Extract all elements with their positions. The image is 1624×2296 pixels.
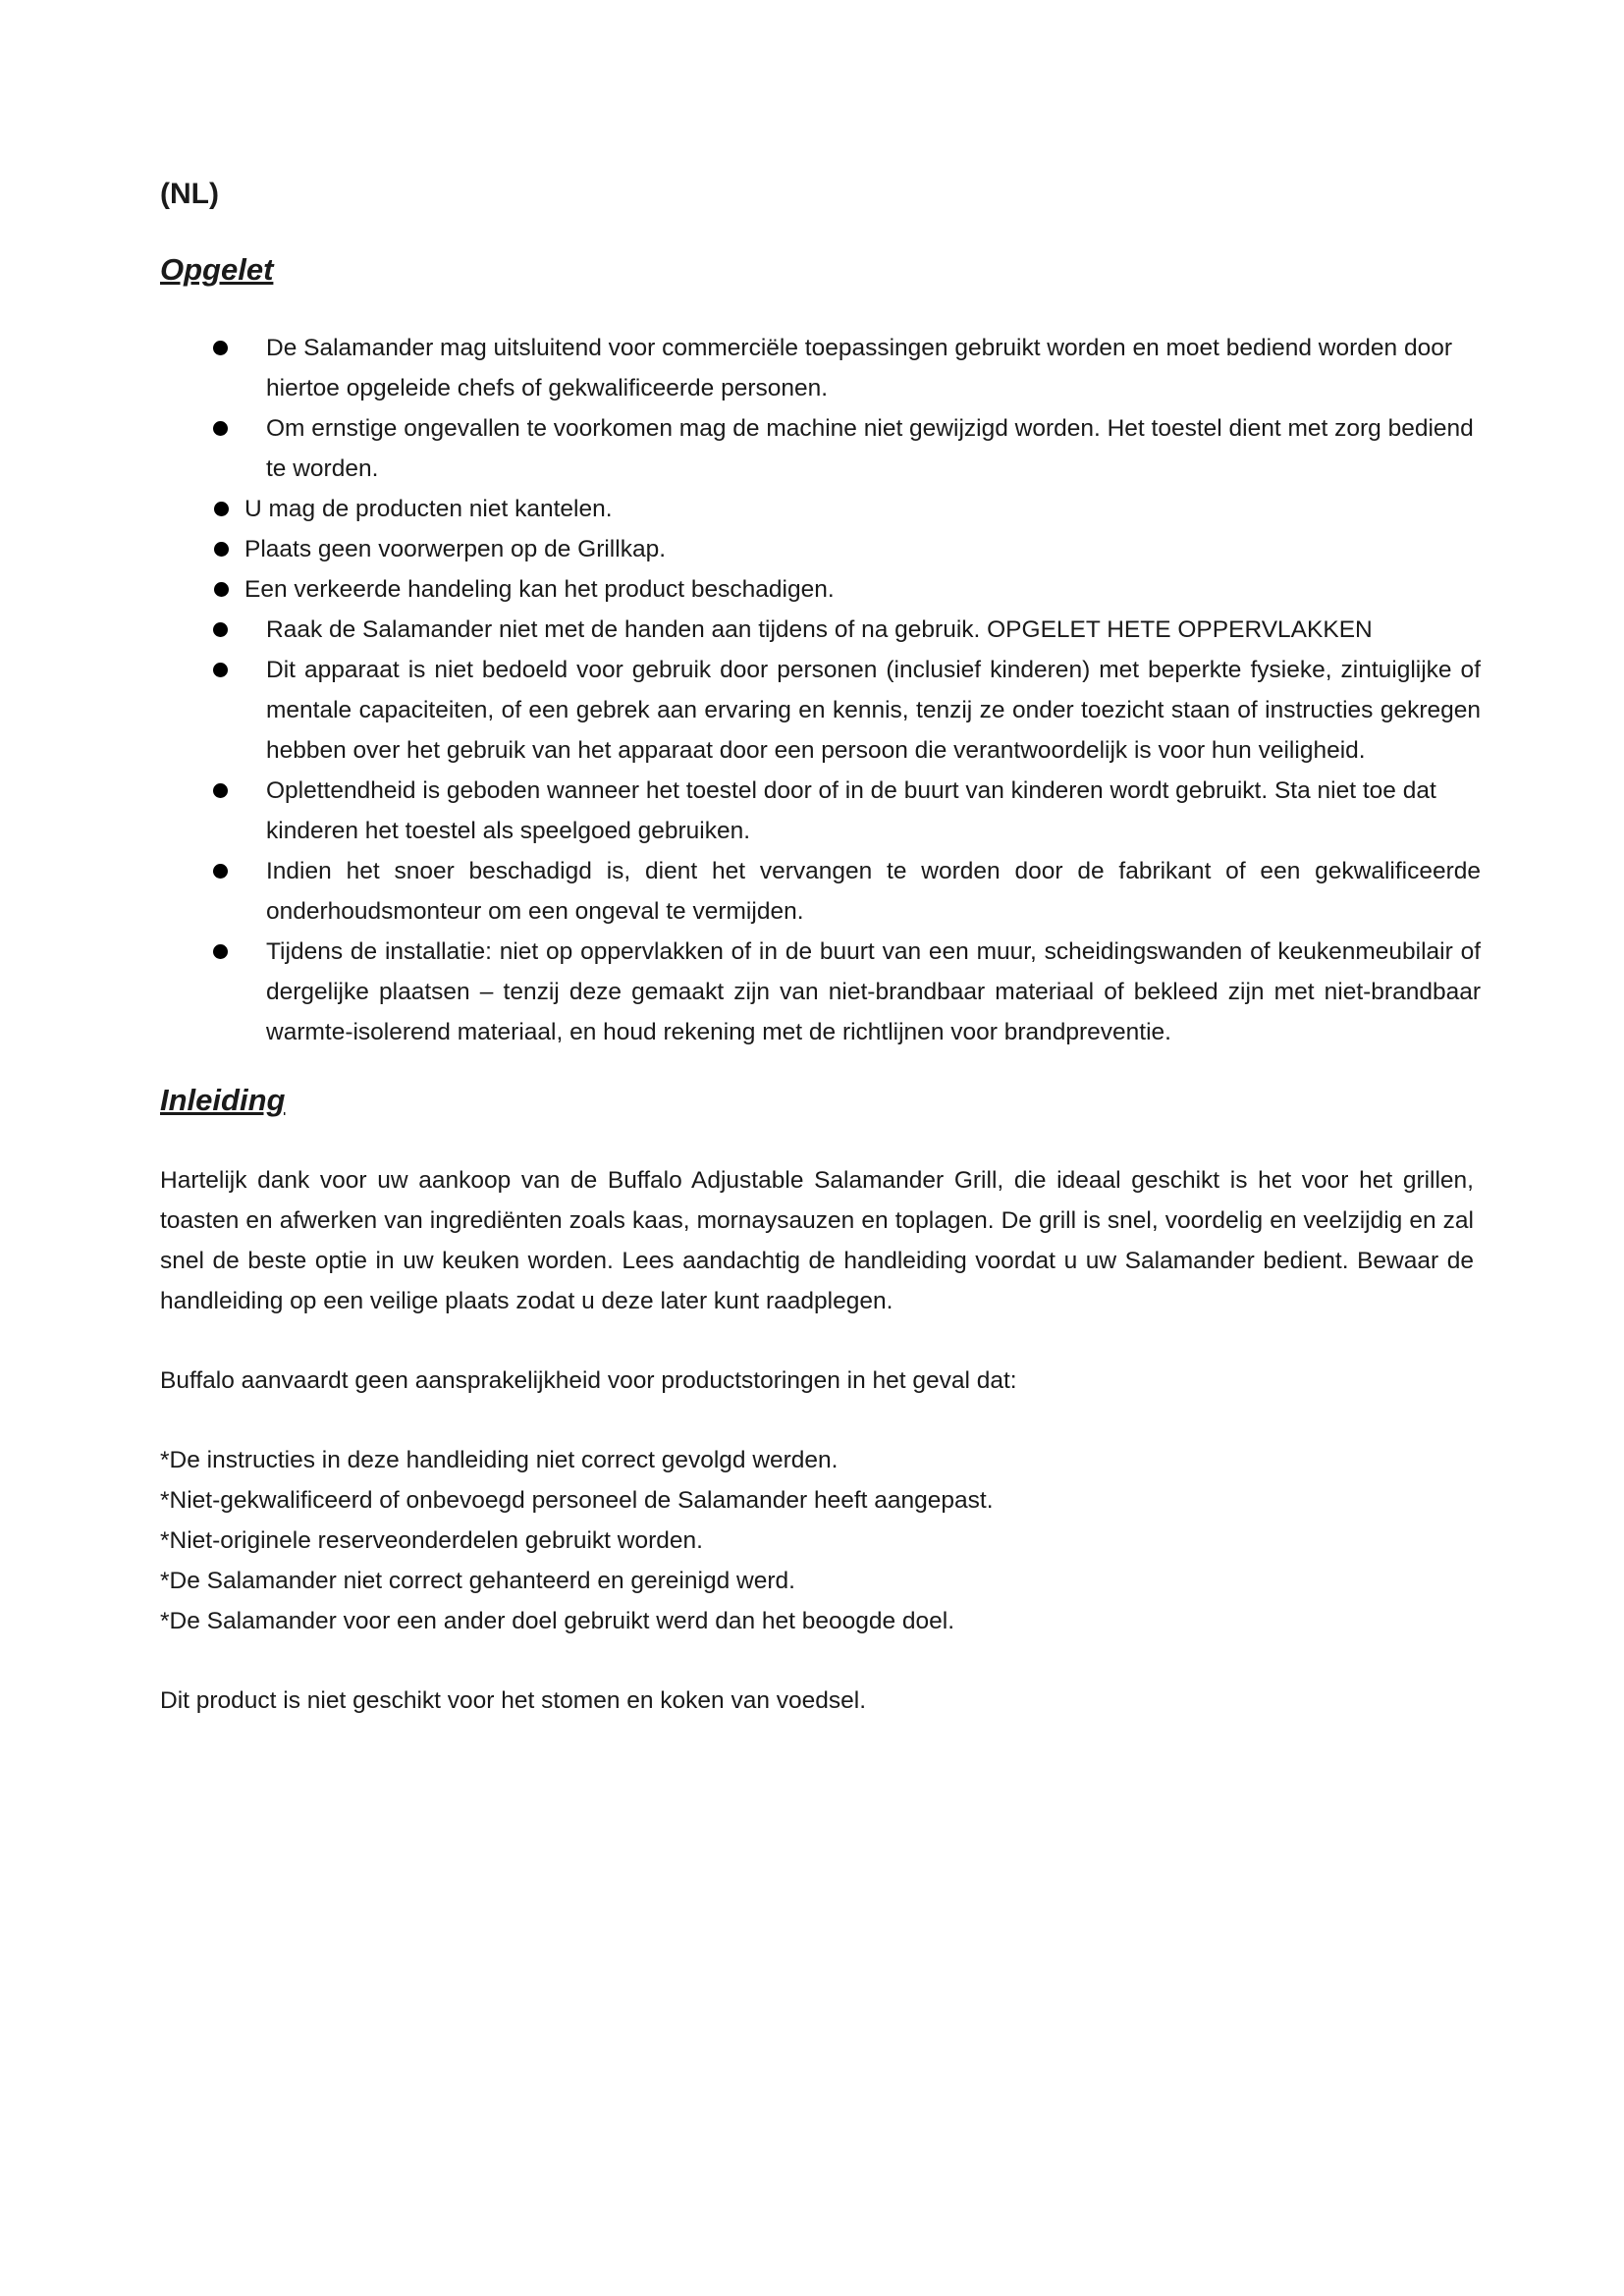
introduction-heading: Inleiding [160,1083,286,1117]
bullet-icon [213,341,228,355]
caution-item-text: De Salamander mag uitsluitend voor commerciële toepassingen gebruikt worden en moet bediend worden door hiertoe opgeleide chefs of gekwalificeerde personen. [266,335,1453,401]
caution-item [160,489,1481,529]
language-code: (NL) [160,178,219,210]
caution-item-text: Om ernstige ongevallen te voorkomen mag de machine niet gewijzigd worden. Het toestel dient met zorg bediend te worden. [266,415,1474,482]
caution-item [160,610,1481,650]
caution-item-text: Dit apparaat is niet bedoeld voor gebruik door personen (inclusief kinderen) met beperkte fysieke, zintuiglijke of mentale capaciteiten, of een gebrek aan ervaring en kennis, tenzij ze onder toezicht staan of instructies gekregen hebben over het gebruik van het apparaat door een persoon die verantwoordelijk is voor hun veiligheid. [266,657,1481,764]
caution-item [160,650,1481,771]
caution-item [160,328,1481,408]
bullet-icon [213,944,228,959]
caution-item-text: Raak de Salamander niet met de handen aan tijdens of na gebruik. OPGELET HETE OPPERVLAKKEN [266,616,1373,643]
liability-item: *De Salamander voor een ander doel gebruikt werd dan het beoogde doel. [160,1608,955,1634]
liability-list [160,1440,1486,1641]
caution-item-text: U mag de producten niet kantelen. [244,496,613,522]
caution-list [160,328,1481,1052]
caution-heading: Opgelet [160,252,274,287]
liability-item: *Niet-gekwalificeerd of onbevoegd personeel de Salamander heeft aangepast. [160,1487,994,1514]
liability-item: *De instructies in deze handleiding niet correct gevolgd werden. [160,1447,839,1473]
caution-item [160,851,1481,932]
caution-item [160,569,1481,610]
final-note: Dit product is niet geschikt voor het stomen en koken van voedsel. [160,1687,867,1714]
bullet-icon [213,663,228,677]
liability-item: *De Salamander niet correct gehanteerd en gereinigd werd. [160,1568,795,1594]
caution-item [160,529,1481,569]
caution-item-text: Indien het snoer beschadigd is, dient het vervangen te worden door de fabrikant of een gekwalificeerde onderhoudsmonteur om een ongeval te vermijden. [266,858,1481,925]
caution-item-text: Tijdens de installatie: niet op oppervlakken of in de buurt van een muur, scheidingswanden of keukenmeubilair of dergelijke plaatsen – tenzij deze gemaakt zijn van niet-brandbaar materiaal of bekleed zijn met niet-brandbaar warmte-isolerend materiaal, en houd rekening met de richtlijnen voor brandpreventie. [266,938,1481,1045]
bullet-icon [214,542,229,557]
liability-paragraph: Buffalo aanvaardt geen aansprakelijkheid voor productstoringen in het geval dat: [160,1367,1017,1394]
bullet-icon [213,421,228,436]
caution-item [160,771,1481,851]
introduction-paragraph: Hartelijk dank voor uw aankoop van de Buffalo Adjustable Salamander Grill, die ideaal geschikt is het voor het grillen, toasten en afwerken van ingrediënten zoals kaas, mornaysauzen en toplagen. De grill is snel, voordelig en veelzijdig en zal snel de beste optie in uw keuken worden. Lees aandachtig de handleiding voordat u uw Salamander bedient. Bewaar de handleiding op een veilige plaats zodat u deze later kunt raadplegen. [160,1167,1474,1314]
caution-item-text: Oplettendheid is geboden wanneer het toestel door of in de buurt van kinderen wordt gebruikt. Sta niet toe dat kinderen het toestel als speelgoed gebruiken. [266,777,1436,844]
document-page [160,177,1486,1721]
bullet-icon [213,622,228,637]
bullet-icon [214,502,229,516]
liability-item: *Niet-originele reserveonderdelen gebruikt worden. [160,1527,703,1554]
caution-item [160,932,1481,1052]
caution-item [160,408,1481,489]
bullet-icon [213,864,228,879]
bullet-icon [214,582,229,597]
bullet-icon [213,783,228,798]
caution-item-text: Een verkeerde handeling kan het product beschadigen. [244,576,835,603]
caution-item-text: Plaats geen voorwerpen op de Grillkap. [244,536,667,562]
